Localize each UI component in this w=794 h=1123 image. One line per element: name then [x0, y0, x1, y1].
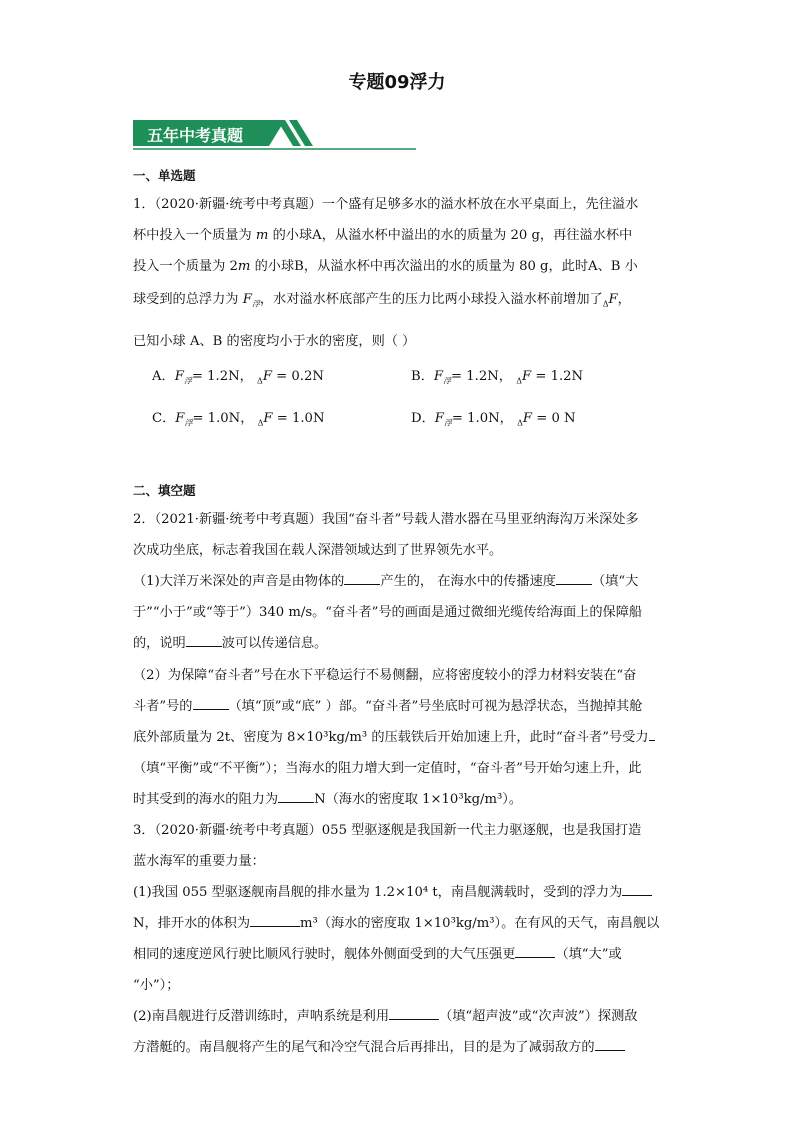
section-heading-fill-blank: 二、填空题: [133, 483, 196, 498]
q1-option-b[interactable]: B．$F_浮= 1.2N$， $_\Delta$F = 1.2N: [411, 369, 584, 386]
q3-line-5: 相同的速度逆风行驶比顺风行驶时，舰体外侧面受到的大气压强更 （填“大”或: [133, 947, 622, 962]
q2-blank-4[interactable]: [193, 697, 229, 710]
page-title: 专题09浮力: [348, 72, 446, 93]
q1-line-2: 杯中投入一个质量为 m 的小球A，从溢水杯中溢出的水的质量为 20 g，再往溢水杯中: [133, 228, 633, 243]
q3-line-8: 方潜艇的。南昌舰将产生的尾气和冷空气混合后再排出，目的是为了减弱敌方的: [133, 1036, 625, 1055]
q1-line-4: 球受到的总浮力为 $F_浮$，水对溢水杯底部产生的压力比两小球投入溢水杯前增加了$_\Delta$F，: [133, 292, 631, 309]
section-heading-single-choice: 一、单选题: [133, 168, 196, 183]
q1-line-5: 已知小球 A、B 的密度均小于水的密度，则（ ）: [133, 334, 416, 349]
q2-blank-1[interactable]: [344, 572, 380, 585]
q1-line-3: 投入一个质量为 2m 的小球B，从溢水杯中再次溢出的水的质量为 80 g，此时A、B 小: [133, 259, 638, 274]
q2-line-2: 次成功坐底，标志着我国在载人深潜领域达到了世界领先水平。: [133, 543, 503, 558]
q2-blank-6[interactable]: [278, 790, 314, 803]
q3-line-6: “小”）；: [133, 978, 180, 993]
q2-line-3: （1)大洋万米深处的声音是由物体的 产生的， 在海水中的传播速度 （填“大: [133, 574, 639, 589]
q1-option-d[interactable]: D．$F_浮= 1.0N$， $_\Delta$F = 0 N: [411, 411, 576, 428]
q2-line-10: 时其受到的海水的阻力为 N（海水的密度取 1×10³kg/m³）。: [133, 792, 523, 807]
q2-line-6: （2）为保障“奋斗者”号在水下平稳运行不易侧翻，应将密度较小的浮力材料安装在“奋: [133, 668, 637, 683]
q3-line-7: (2)南昌舰进行反潜训练时，声呐系统是利用 （填“超声波”或“次声波”）探测敌: [133, 1009, 638, 1024]
q1-line-1: 1．（2020·新疆·统考中考真题）一个盛有足够多水的溢水杯放在水平桌面上，先往溢水: [133, 197, 639, 212]
q3-blank-1[interactable]: [622, 883, 652, 896]
q2-blank-2[interactable]: [556, 572, 592, 585]
q3-line-4: N，排开水的体积为 m³（海水的密度取 1×10³kg/m³）。在有风的天气，南昌舰以: [133, 916, 660, 931]
q3-blank-2[interactable]: [250, 914, 300, 927]
q2-line-7: 斗者”号的 （填“顶”或“底” ）部。“奋斗者”号坐底时可视为悬浮状态，当抛掉其舱: [133, 699, 643, 714]
q3-blank-4[interactable]: [389, 1007, 439, 1020]
q3-blank-5[interactable]: [595, 1038, 625, 1051]
q3-line-3: (1)我国 055 型驱逐舰南昌舰的排水量为 1.2×10⁴ t，南昌舰满载时，受到的浮力为: [133, 881, 652, 900]
banner-title: 五年中考真题: [147, 126, 244, 145]
q2-line-9: （填“平衡”或“不平衡”）；当海水的阻力增大到一定值时，“奋斗者”号开始匀速上升，此: [133, 761, 642, 776]
q2-line-4: 于”“小于”或“等于”）340 m/s。“奋斗者”号的画面是通过微细光缆传给海面上的保障船: [133, 605, 643, 620]
section-banner: [133, 116, 418, 152]
q2-line-5: 的，说明 波可以传递信息。: [133, 636, 328, 651]
q3-line-1: 3．（2020·新疆·统考中考真题）055 型驱逐舰是我国新一代主力驱逐舰，也是我国打造: [133, 823, 642, 838]
q2-line-1: 2．（2021·新疆·统考中考真题）我国“奋斗者”号载人潜水器在马里亚纳海沟万米深处多: [133, 512, 639, 527]
q3-blank-3[interactable]: [515, 945, 555, 958]
q2-blank-3[interactable]: [186, 634, 222, 647]
q2-line-8: 底外部质量为 2t、密度为 8×10³kg/m³ 的压载铁后开始加速上升，此时“奋斗者”号受力: [133, 726, 655, 745]
q1-option-c[interactable]: C．$F_浮= 1.0N$， $_\Delta$F = 1.0N: [152, 411, 325, 428]
q3-line-2: 蓝水海军的重要力量：: [133, 854, 265, 869]
q2-blank-5[interactable]: [649, 728, 655, 741]
q1-option-a[interactable]: A．$F_浮= 1.2N$， $_\Delta$F = 0.2N: [152, 369, 324, 386]
